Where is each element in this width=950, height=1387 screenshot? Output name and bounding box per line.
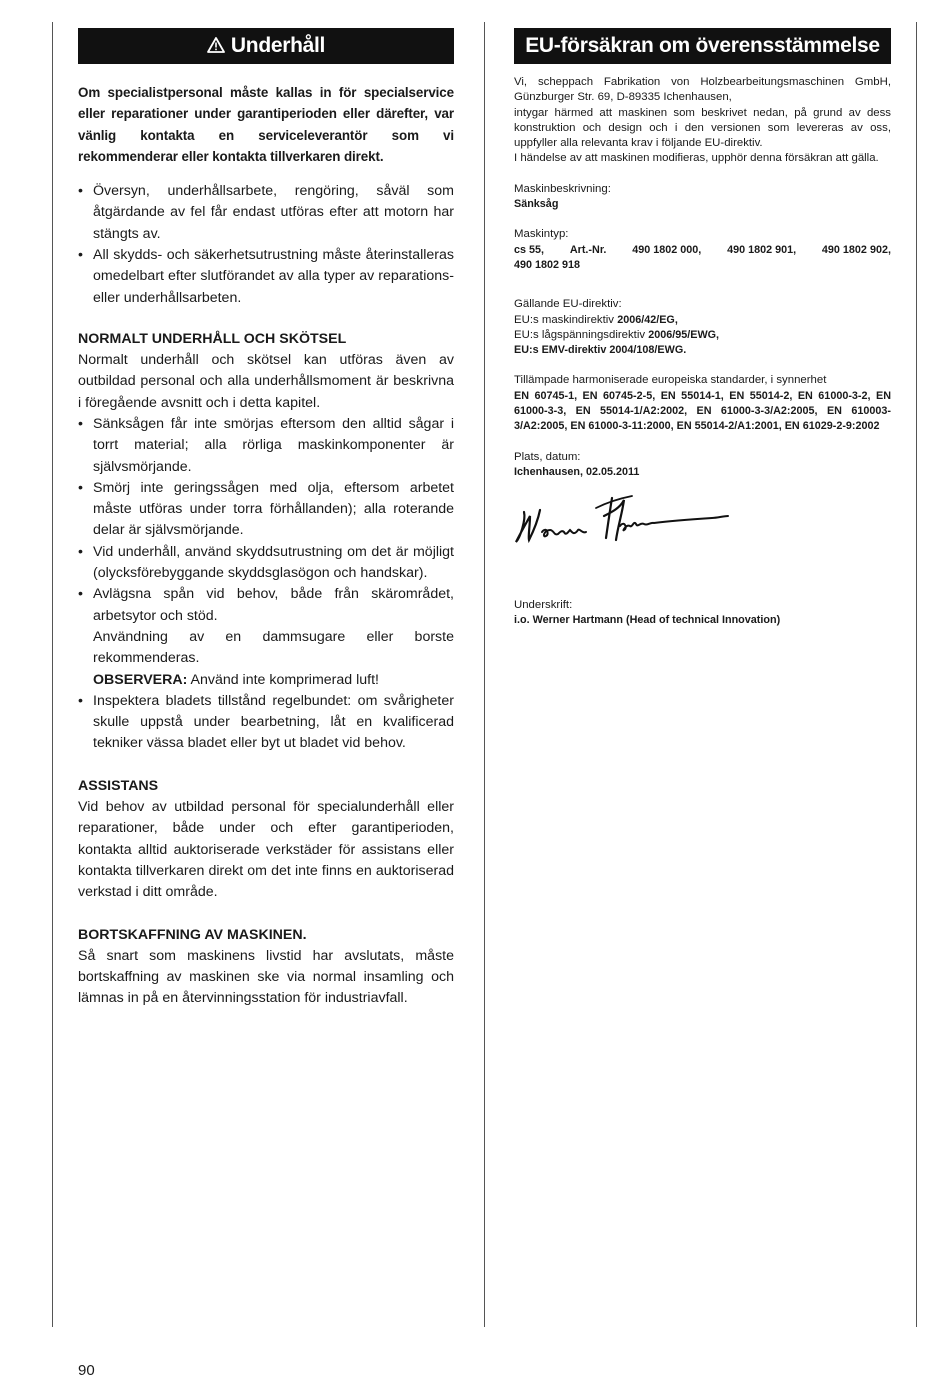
chip-removal-text: Avlägsna spån vid behov, både från skärområdet, arbetsytor och stöd. xyxy=(93,586,454,624)
place-date-label: Plats, datum: xyxy=(514,450,581,463)
intro-bullet-list xyxy=(78,181,454,309)
normal-maintenance-list xyxy=(78,414,454,755)
warning-triangle-icon xyxy=(207,29,225,65)
maintenance-intro: Om specialistpersonal måste kallas in för specialservice eller reparationer under garantiperioden eller därefter, var vänlig kontakta en serviceleverantör som vi rekommenderar eller kontakta tillverkaren direkt. xyxy=(78,85,454,165)
directive-line: EU:s EMV-direktiv 2004/108/EWG. xyxy=(514,344,687,357)
disposal-text: Så snart som maskinens livstid har avslutats, måste bortskaffning av maskinen ske via normal insamling och lämnas in på en återvinningsstation för industriavfall. xyxy=(78,947,454,1007)
declaration-modification-note: I händelse av att maskinen modifieras, upphör denna försäkran att gälla. xyxy=(514,152,879,165)
column-divider-right xyxy=(916,22,917,1327)
vacuum-recommendation-text: Användning av en dammsugare eller borste rekommenderas. xyxy=(93,628,454,667)
signature-image xyxy=(512,490,891,565)
list-item: • Smörj inte geringssågen med olja, eftersom arbetet måste utföras under torra förhållanden); alla roterande delar är självsmörjande. xyxy=(78,478,454,542)
directive-line: EU:s lågspänningsdirektiv 2006/95/EWG, xyxy=(514,328,720,341)
declaration-banner xyxy=(514,28,891,64)
list-item xyxy=(78,584,454,690)
list-item: • Inspektera bladets tillstånd regelbundet: om svårigheter skulle uppstå under bearbetning, låt en kvalificerad tekniker vässa bladet eller byt ut bladet vid behov. xyxy=(78,691,454,755)
declaration-company: Vi, scheppach Fabrikation von Holzbearbeitungsmaschinen GmbH, Günzburger Str. 69, D-89335 Ichenhausen, xyxy=(514,76,891,104)
declaration-column xyxy=(514,28,891,628)
declaration-title: EU-försäkran om överensstämmelse xyxy=(525,34,880,57)
maintenance-banner xyxy=(78,28,454,64)
declaration-statement: intygar härmed att maskinen som beskrivet nedan, på grund av dess konstruktion och design och i den versionen som levereras av oss, uppfyller alla relevanta krav i följande EU-direktiv. xyxy=(514,106,891,150)
assistance-text: Vid behov av utbildad personal för specialunderhåll eller reparationer, både under och efter garantiperioden, kontakta alltid auktoriserade verkstäder för assistans eller kontakta tillverkaren direkt om det inte finns en auktoriserad verkstad i ditt område. xyxy=(78,799,454,901)
list-item: • Vid underhåll, använd skyddsutrustning om det är möjligt (olycksförebyggande skyddsglasögon och handskar). xyxy=(78,542,454,585)
machine-type-item: 490 1802 901, xyxy=(727,243,797,256)
machine-type-item: cs 55, xyxy=(514,243,545,256)
maintenance-column xyxy=(78,28,454,1010)
page-number: 90 xyxy=(78,1362,95,1379)
column-divider-middle xyxy=(484,22,485,1327)
machine-type-item: 490 1802 902, xyxy=(821,243,891,256)
standards-label: Tillämpade harmoniserade europeiska standarder, i synnerhet xyxy=(514,374,827,387)
machine-type-item: 490 1802 000, xyxy=(632,243,702,256)
disposal-heading: BORTSKAFFNING AV MASKINEN. xyxy=(78,926,307,943)
machine-type-row xyxy=(514,243,891,258)
observe-text: Använd inte komprimerad luft! xyxy=(187,671,379,688)
machine-description-label: Maskinbeskrivning: xyxy=(514,182,611,195)
column-divider-left xyxy=(52,22,53,1327)
machine-type-last: 490 1802 918 xyxy=(514,258,581,271)
standards-value: EN 60745-1, EN 60745-2-5, EN 55014-1, EN 55014-2, EN 61000-3-2, EN 61000-3-3, EN 55014-1/A2:2002, EN 61000-3-3/A2:2005, EN 610003-3/A2:2005, EN 61000-3-11:2000, EN 55014-2/A1:2001, EN 61029-2-9:2002 xyxy=(514,389,891,433)
machine-description-value: Sänksåg xyxy=(514,198,559,211)
list-item: • Sänksågen får inte smörjas eftersom den alltid sågar i torrt material; alla rörliga maskinkomponenter är självsmörjande. xyxy=(78,414,454,478)
place-date-value: Ichenhausen, 02.05.2011 xyxy=(514,465,640,478)
machine-type-item: Art.-Nr. xyxy=(569,243,607,256)
normal-maintenance-heading: NORMALT UNDERHÅLL OCH SKÖTSEL xyxy=(78,330,347,347)
signer-label: Underskrift: xyxy=(514,598,573,611)
normal-maintenance-text: Normalt underhåll och skötsel kan utföras även av outbildad personal och alla underhållsmoment är beskrivna i föregående avsnitt och i detta kapitel. xyxy=(78,352,454,411)
assistance-heading: ASSISTANS xyxy=(78,777,159,794)
directives-label: Gällande EU-direktiv: xyxy=(514,298,622,311)
signer-value: i.o. Werner Hartmann (Head of technical Innovation) xyxy=(514,613,781,626)
directive-line: EU:s maskindirektiv 2006/42/EG, xyxy=(514,313,678,326)
machine-type-label: Maskintyp: xyxy=(514,228,569,241)
maintenance-title: Underhåll xyxy=(230,34,326,57)
list-item: • All skydds- och säkerhetsutrustning måste återinstalleras omedelbart efter slutförandet av alla typer av reparations- eller underhållsarbeten. xyxy=(78,245,454,309)
observe-label: OBSERVERA: xyxy=(93,671,188,688)
list-item: • Översyn, underhållsarbete, rengöring, såväl som åtgärdande av fel får endast utföras efter att motorn har stängts av. xyxy=(78,181,454,245)
